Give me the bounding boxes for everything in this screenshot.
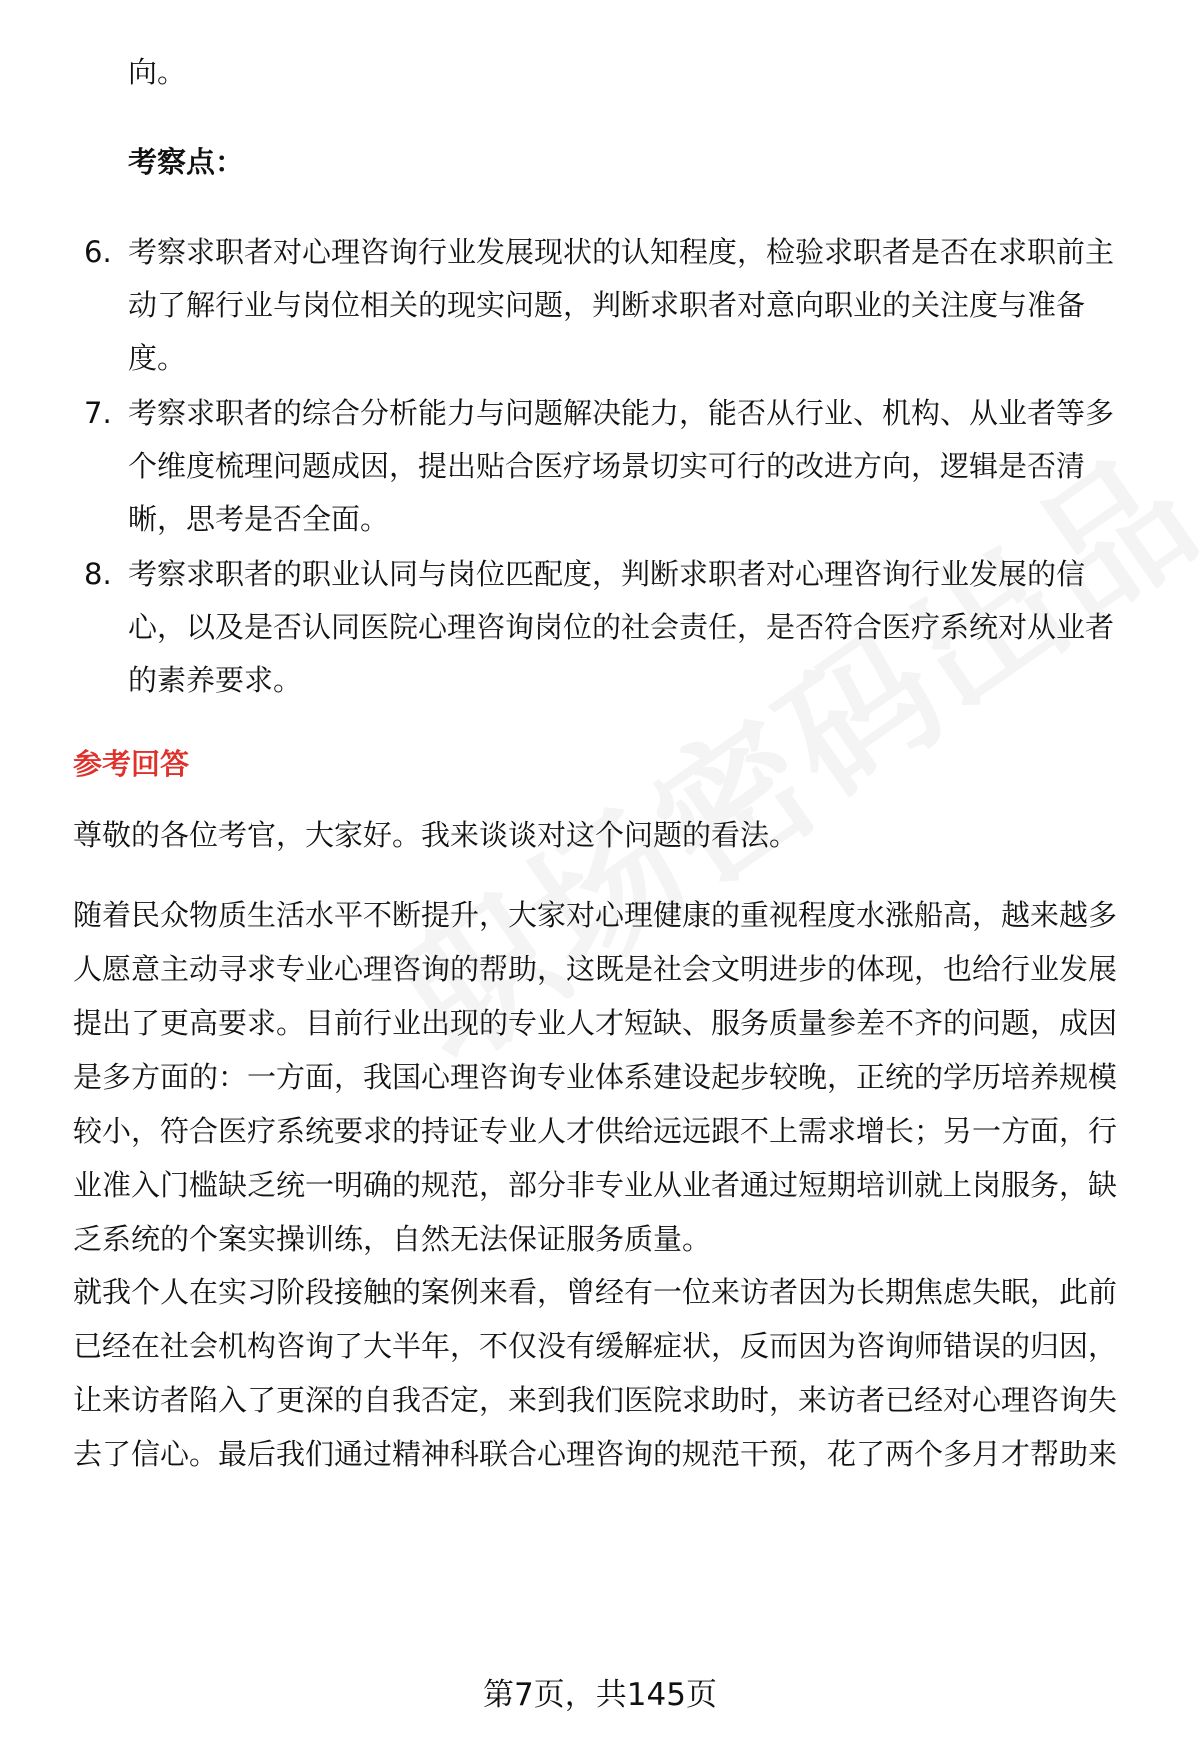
point-line: 晰，思考是否全面。 [128,502,390,536]
paragraph-line: 已经在社会机构咨询了大半年，不仅没有缓解症状，反而因为咨询师错误的归因， [73,1329,1118,1363]
point-line: 心，以及是否认同医院心理咨询岗位的社会责任，是否符合医疗系统对从业者 [128,610,1115,644]
point-number: 7. [84,396,112,430]
greeting: 尊敬的各位考官，大家好。我来谈谈对这个问题的看法。 [73,818,799,852]
points-heading: 考察点： [128,145,245,179]
paragraph-line: 去了信心。最后我们通过精神科联合心理咨询的规范干预，花了两个多月才帮助来 [73,1437,1118,1471]
paragraph-line: 随着民众物质生活水平不断提升，大家对心理健康的重视程度水涨船高，越来越多 [73,898,1118,932]
point-line: 的素养要求。 [128,663,303,697]
point-number: 6. [84,235,112,269]
point-line: 考察求职者对心理咨询行业发展现状的认知程度，检验求职者是否在求职前主 [128,235,1115,269]
point-line: 个维度梳理问题成因，提出贴合医疗场景切实可行的改进方向，逻辑是否清 [128,449,1086,483]
point-number: 8. [84,557,112,591]
paragraph-line: 较小，符合医疗系统要求的持证专业人才供给远远跟不上需求增长；另一方面，行 [73,1114,1118,1148]
answer-heading: 参考回答 [73,747,190,781]
paragraph-line: 乏系统的个案实操训练，自然无法保证服务质量。 [73,1222,712,1256]
paragraph-line: 业准入门槛缺乏统一明确的规范，部分非专业从业者通过短期培训就上岗服务，缺 [73,1168,1118,1202]
point-line: 动了解行业与岗位相关的现实问题，判断求职者对意向职业的关注度与准备 [128,288,1086,322]
paragraph-line: 提出了更高要求。目前行业出现的专业人才短缺、服务质量参差不齐的问题，成因 [73,1006,1118,1040]
page-number: 第7页，共145页 [483,1677,717,1713]
paragraph-line: 就我个人在实习阶段接触的案例来看，曾经有一位来访者因为长期焦虑失眠，此前 [73,1275,1118,1309]
point-line: 考察求职者的综合分析能力与问题解决能力，能否从行业、机构、从业者等多 [128,396,1115,430]
point-line: 度。 [128,341,187,375]
watermark [352,395,1200,1102]
paragraph-line: 让来访者陷入了更深的自我否定，来到我们医院求助时，来访者已经对心理咨询失 [73,1383,1118,1417]
paragraph-line: 是多方面的：一方面，我国心理咨询专业体系建设起步较晚，正统的学历培养规模 [73,1060,1118,1094]
point-line: 考察求职者的职业认同与岗位匹配度，判断求职者对心理咨询行业发展的信 [128,557,1086,591]
paragraph-line: 人愿意主动寻求专业心理咨询的帮助，这既是社会文明进步的体现，也给行业发展 [73,952,1118,986]
intro-tail: 向。 [128,55,187,89]
